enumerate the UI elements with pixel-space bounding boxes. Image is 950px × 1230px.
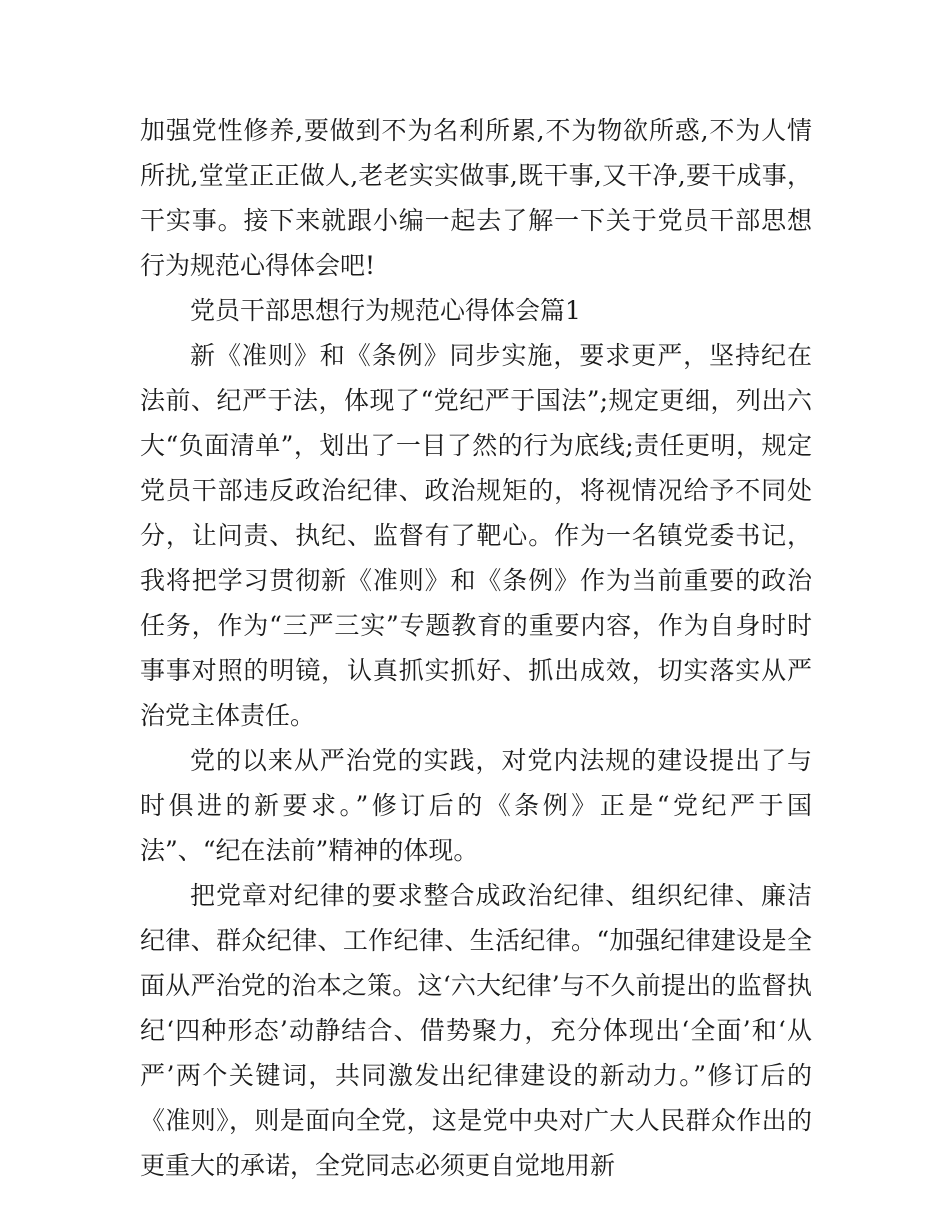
section-heading: 党员干部思想行为规范心得体会篇1 bbox=[190, 296, 581, 325]
body-paragraph: 新《准则》和《条例》同步实施，要求更严，坚持纪在法前、纪严于法，体现了“党纪严于国法”;规定更细，列出六大“负面清单”，划出了一目了然的行为底线;责任更明，规定党员干部违反政治纪律、政治规矩的，将视情况给予不同处分，让问责、执纪、监督有了靶心。作为一名镇党委书记，我将把学习贯彻新《准则》和《条例》作为当前重要的政治任务，作为“三严三实”专题教育的重要内容，作为自身时时事事对照的明镜，认真抓实抓好、抓出成效，切实落实从严治党主体责任。 bbox=[140, 341, 812, 730]
body-paragraph: 把党章对纪律的要求整合成政治纪律、组织纪律、廉洁纪律、群众纪律、工作纪律、生活纪律。“加强纪律建设是全面从严治党的治本之策。这‘六大纪律’与不久前提出的监督执纪‘四种形态’动静结合、借势聚力，充分体现出‘全面’和‘从严’两个关键词，共同激发出纪律建设的新动力。”修订后的《准则》，则是面向全党，这是党中央对广大人民群众作出的更重大的承诺，全党同志必须更自觉地用新 bbox=[140, 881, 812, 1180]
document-body bbox=[140, 108, 812, 1188]
intro-paragraph: 加强党性修养,要做到不为名利所累,不为物欲所惑,不为人情所扰,堂堂正正做人,老老实实做事,既干事,又干净,要干成事，干实事。接下来就跟小编一起去了解一下关于党员干部思想行为规范心得体会吧! bbox=[140, 116, 812, 280]
body-paragraph: 党的以来从严治党的实践，对党内法规的建设提出了与时俱进的新要求。”修订后的《条例》正是“党纪严于国法”、“纪在法前”精神的体现。 bbox=[140, 746, 812, 865]
